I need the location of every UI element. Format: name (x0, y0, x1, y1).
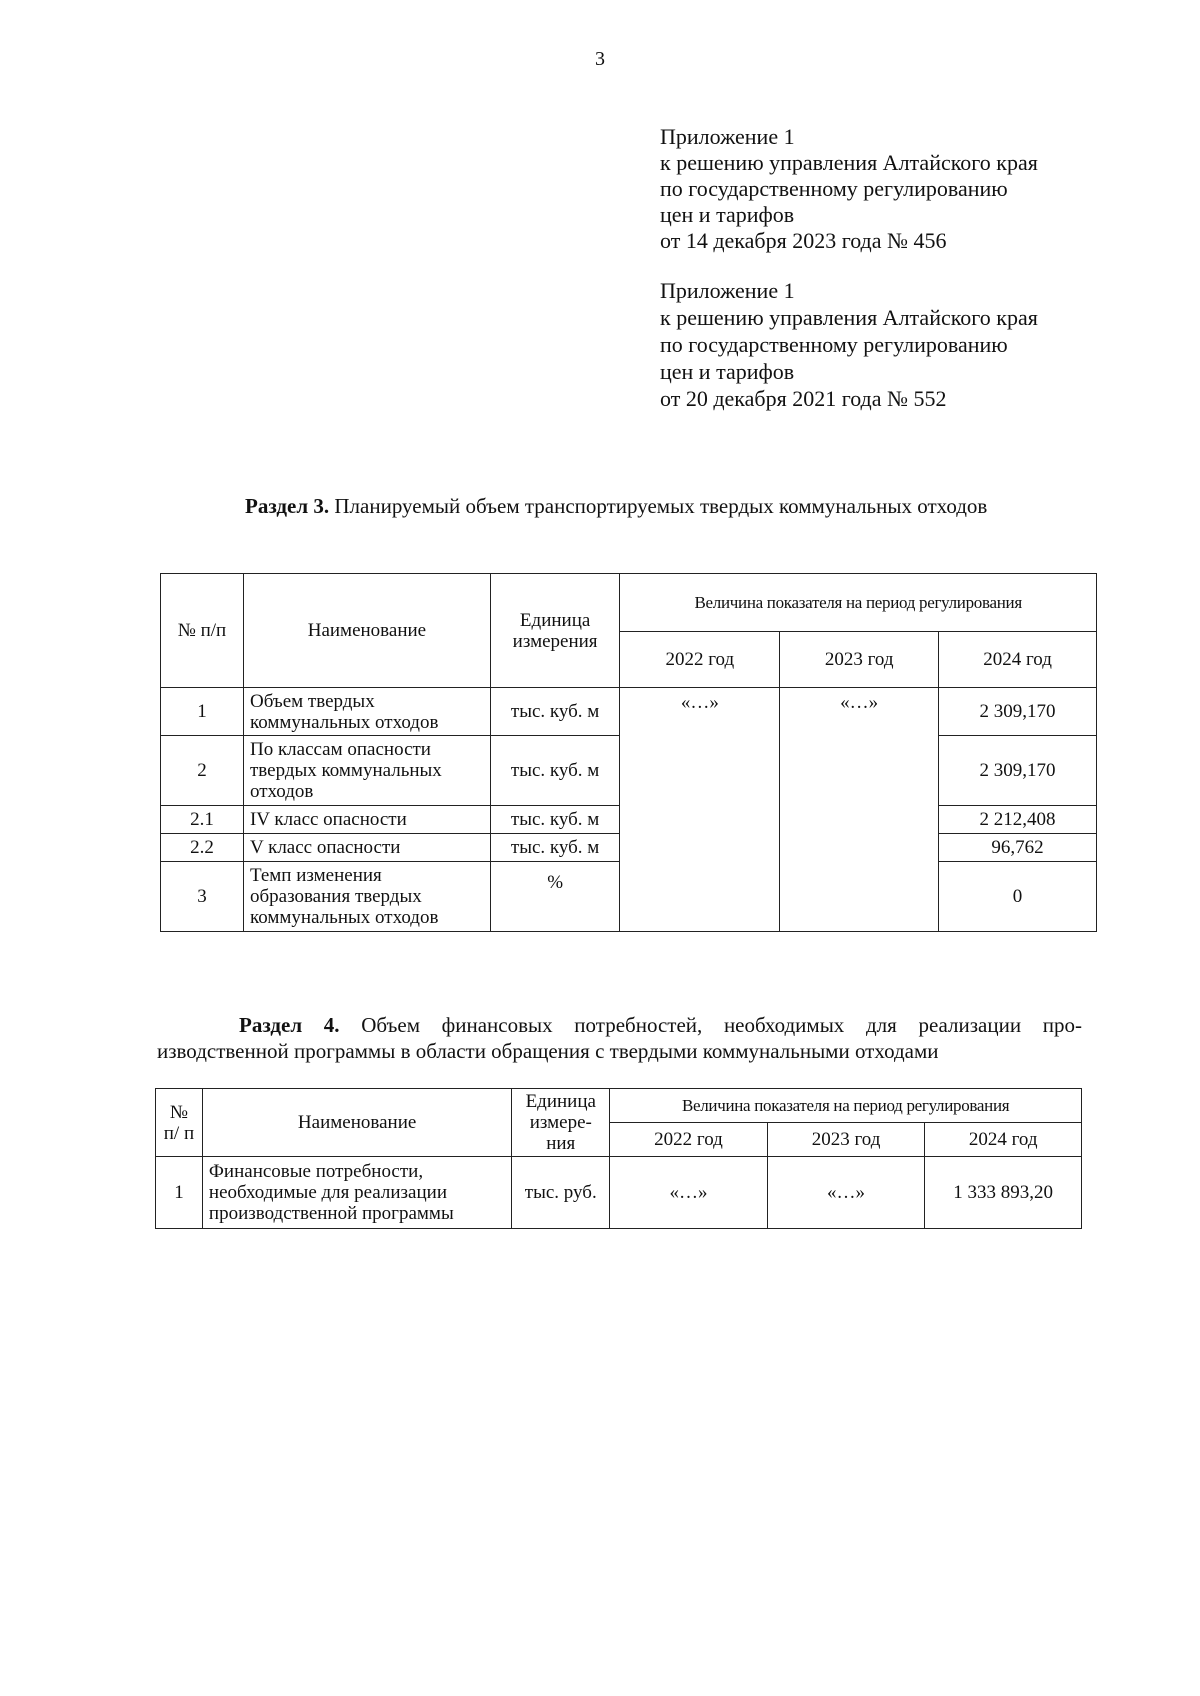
value-2022: «…» (620, 688, 780, 932)
appendix-previous (660, 277, 1038, 412)
section4-heading-line2: изводственной программы в области обращения с твердыми коммунальными отходами (157, 1039, 939, 1063)
value-2024: 2 309,170 (939, 688, 1097, 736)
appendix-line: к решению управления Алтайского края (660, 150, 1038, 175)
appendix-line: Приложение 1 (660, 124, 795, 149)
header-num: № п/п (161, 574, 244, 688)
header-period: Величина показателя на период регулирования (610, 1089, 1082, 1123)
row-num: 2.1 (161, 806, 244, 834)
appendix-line: к решению управления Алтайского края (660, 305, 1038, 330)
row-num: 2 (161, 736, 244, 806)
header-year-2022: 2022 год (620, 632, 780, 688)
row-unit: тыс. куб. м (490, 736, 620, 806)
row-unit: тыс. куб. м (490, 834, 620, 862)
value-2023: «…» (780, 688, 939, 932)
section4-table (155, 1088, 1082, 1229)
row-name: IV класс опасности (243, 806, 490, 834)
row-name: По классам опасности твердых коммунальных отходов (243, 736, 490, 806)
appendix-line: цен и тарифов (660, 202, 795, 227)
appendix-line: по государственному регулированию (660, 332, 1008, 357)
section4-heading-bold: Раздел 4. (239, 1013, 340, 1037)
section3-table (160, 573, 1097, 932)
row-unit: % (490, 862, 620, 932)
appendix-line: по государственному регулированию (660, 176, 1008, 201)
header-name: Наименование (243, 574, 490, 688)
section4-heading-text: Объем финансовых потребностей, необходимых для реализации про- (339, 1013, 1082, 1037)
appendix-line: цен и тарифов (660, 359, 795, 384)
appendix-line: Приложение 1 (660, 278, 795, 303)
row-num: 3 (161, 862, 244, 932)
value-2024: 2 309,170 (939, 736, 1097, 806)
section4-heading (157, 1012, 1082, 1038)
table-row (161, 688, 1097, 736)
header-unit: Единица измере- ния (512, 1089, 610, 1157)
section3-heading-text: Планируемый объем транспортируемых твердых коммунальных отходов (329, 494, 988, 518)
row-unit: тыс. куб. м (490, 688, 620, 736)
section3-heading (160, 493, 1095, 519)
row-name: Объем твердых коммунальных отходов (243, 688, 490, 736)
row-name: V класс опасности (243, 834, 490, 862)
header-year-2024: 2024 год (925, 1123, 1082, 1157)
section3-heading-bold: Раздел 3. (245, 494, 330, 518)
page-number: 3 (595, 48, 605, 70)
row-num: 2.2 (161, 834, 244, 862)
header-unit: Единица измерения (490, 574, 620, 688)
row-num: 1 (156, 1157, 203, 1229)
header-period: Величина показателя на период регулирования (620, 574, 1097, 632)
header-year-2023: 2023 год (767, 1123, 925, 1157)
appendix-line: от 14 декабря 2023 года № 456 (660, 228, 947, 253)
row-unit: тыс. куб. м (490, 806, 620, 834)
row-name: Темп изменения образования твердых коммунальных отходов (243, 862, 490, 932)
header-year-2022: 2022 год (610, 1123, 768, 1157)
header-num: № п/ п (156, 1089, 203, 1157)
appendix-line: от 20 декабря 2021 года № 552 (660, 386, 947, 411)
header-name: Наименование (202, 1089, 511, 1157)
value-2023: «…» (767, 1157, 925, 1229)
row-unit: тыс. руб. (512, 1157, 610, 1229)
row-num: 1 (161, 688, 244, 736)
value-2024: 0 (939, 862, 1097, 932)
value-2022: «…» (610, 1157, 768, 1229)
value-2024: 2 212,408 (939, 806, 1097, 834)
value-2024: 1 333 893,20 (925, 1157, 1082, 1229)
appendix-current (660, 124, 1038, 254)
row-name: Финансовые потребности, необходимые для реализации производственной программы (202, 1157, 511, 1229)
value-2024: 96,762 (939, 834, 1097, 862)
header-year-2024: 2024 год (939, 632, 1097, 688)
header-year-2023: 2023 год (780, 632, 939, 688)
table-row (156, 1157, 1082, 1229)
